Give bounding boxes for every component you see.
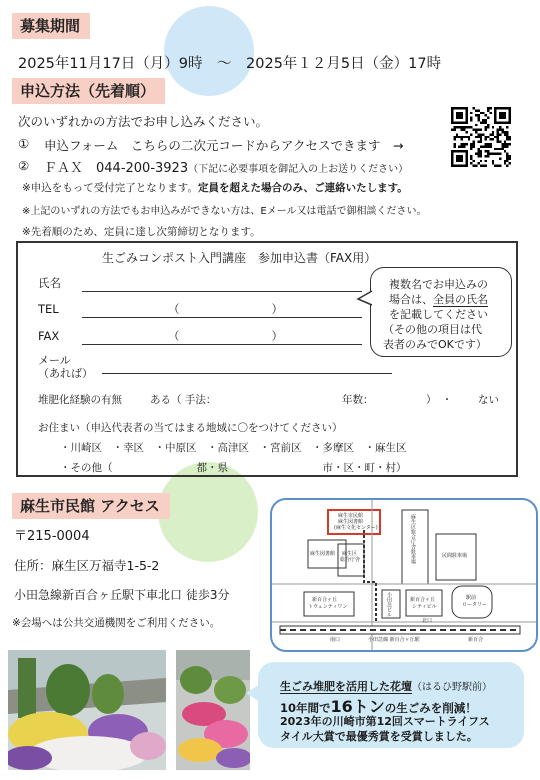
name-field[interactable] bbox=[82, 291, 362, 292]
map-venue-l1: 麻生市民館 bbox=[338, 513, 364, 519]
recruit-period: 2025年11月17日（月）9時 ～ 2025年１２月5日（金）17時 bbox=[18, 56, 442, 72]
qr-code-image[interactable] bbox=[451, 107, 511, 167]
fax-note: （下記に必要事項を御記入の上お送りください） bbox=[188, 164, 409, 175]
access-station: 小田急線新百合ヶ丘駅下車北口 徒歩3分 bbox=[14, 588, 230, 602]
fax-label: FAX bbox=[38, 329, 60, 343]
method2-text bbox=[44, 157, 408, 176]
access-note: ※会場へは公共交通機関をご利用ください。 bbox=[12, 617, 221, 629]
map-venue-l2: 麻生図書館 bbox=[338, 519, 364, 525]
flowerbed-photo-1 bbox=[8, 650, 166, 770]
bubble-line5: 表者のみでOKです） bbox=[383, 338, 487, 351]
caption-line1-big: 16トン bbox=[330, 697, 385, 716]
access-postal: 〒215-0004 bbox=[14, 529, 90, 544]
caption-line1-pre: 10年間で bbox=[280, 701, 331, 715]
method1-text: 申込フォーム こちらの二次元コードからアクセスできます → bbox=[44, 138, 404, 153]
tel-label: TEL bbox=[38, 302, 59, 316]
map-ward-office-l2: 総合庁舎 bbox=[340, 557, 361, 563]
recruit-heading: 募集期間 bbox=[12, 13, 90, 39]
fax-number: ＦＡＸ 044-200-3923 bbox=[44, 161, 189, 176]
multi-applicant-bubble bbox=[370, 267, 512, 357]
decor-circle-green bbox=[158, 462, 258, 562]
name-label: 氏名 bbox=[38, 276, 61, 290]
area-options-row1[interactable]: ・川崎区 ・幸区 ・中原区 ・高津区 ・宮前区 ・多摩区 ・麻生区 bbox=[60, 442, 407, 454]
map-south-exit: 南口 bbox=[330, 637, 341, 643]
caption-line3: タイル大賞で最優秀賞を受賞しました。 bbox=[280, 730, 478, 743]
map-parking2: 民間駐車場 bbox=[442, 553, 468, 559]
apply-note-1 bbox=[22, 180, 408, 195]
map-citadel-l1: 新百合ヶ丘 bbox=[410, 597, 436, 603]
address-label: お住まい（申込代表者の当てはまる地域に〇をつけてください） bbox=[38, 422, 343, 434]
caption-line1-post: の生ごみを削減！ bbox=[384, 701, 477, 715]
map-odakyu-bldg: 小田急ビル bbox=[386, 592, 392, 617]
map-arrow-label: 新百合 bbox=[468, 637, 484, 643]
mail-field[interactable] bbox=[102, 373, 392, 374]
decor-circle-blue bbox=[164, 6, 254, 96]
bubble-line3: を記載してください bbox=[389, 308, 488, 321]
fax-application-form bbox=[16, 241, 518, 477]
venue-access-map[interactable] bbox=[270, 498, 538, 652]
access-address: 住所：麻生区万福寺1-5-2 bbox=[14, 558, 160, 573]
tel-field[interactable] bbox=[82, 317, 362, 318]
map-library: 麻生図書館 bbox=[310, 551, 336, 557]
map-parking: 麻生区総合庁舎駐車場 bbox=[410, 514, 416, 564]
apply-note-2: ※上記のいずれの方法でもお申込みができない方は、Eメール又は電話で御相談ください。 bbox=[22, 206, 427, 217]
experience-close: ） ・ bbox=[426, 394, 453, 406]
bubble-line2-pre: 場合は、 bbox=[389, 293, 433, 306]
map-ward-office-l1: 麻生区 bbox=[342, 551, 358, 557]
map-drawing bbox=[272, 500, 536, 650]
experience-years: 年数： bbox=[342, 394, 374, 406]
access-heading: 麻生市民館 アクセス bbox=[12, 493, 170, 519]
mail-sublabel: （あれば） bbox=[38, 367, 93, 380]
bubble-line2-underlined: 全員の氏名 bbox=[433, 293, 488, 306]
area-options-row2[interactable]: ・その他（ 都・県 市・区・町・村） bbox=[60, 462, 407, 474]
form-title: 生ごみコンポスト入門講座 参加申込書（FAX用） bbox=[102, 251, 377, 265]
bubble-line2 bbox=[389, 291, 488, 307]
caption-title-main: 生ごみ堆肥を活用した花壇 bbox=[280, 680, 412, 693]
mail-label: メール bbox=[38, 354, 71, 367]
bubble-tail bbox=[356, 289, 374, 309]
map-rotary-l2: ロータリー bbox=[462, 602, 488, 608]
experience-no[interactable]: ない bbox=[478, 394, 499, 406]
experience-label: 堆肥化経験の有無 bbox=[38, 394, 122, 406]
fax-paren: （ ） bbox=[168, 329, 283, 343]
apply-note-1-text: ※申込をもって受付完了となります。 bbox=[22, 182, 198, 194]
map-north-exit: 北口 bbox=[422, 618, 433, 624]
method2-num: ② bbox=[18, 158, 30, 173]
caption-title-sub: （はるひ野駅前） bbox=[412, 682, 492, 693]
experience-yes[interactable]: ある（ 手法： bbox=[150, 394, 217, 406]
bubble-line1: 複数名でお申込みの bbox=[389, 278, 488, 291]
apply-note-1-bold: 定員を超えた場合のみ、ご連絡いたします。 bbox=[197, 182, 408, 194]
flowerbed-photo-2 bbox=[176, 650, 250, 770]
map-venue-l3: (麻生文化センター) bbox=[334, 525, 378, 531]
map-shinyuri21-l1: 新百合ヶ丘 bbox=[312, 597, 338, 603]
caption-tail bbox=[246, 684, 262, 702]
map-rotary-l1: 駅前 bbox=[466, 595, 477, 601]
map-citadel-l2: シティビル bbox=[412, 604, 437, 610]
caption-title bbox=[280, 678, 492, 694]
apply-note-3: ※先着順のため、定員に達し次第締切となります。 bbox=[22, 226, 261, 238]
tel-paren: （ ） bbox=[168, 302, 283, 316]
apply-heading: 申込方法（先着順） bbox=[12, 78, 165, 104]
fax-field[interactable] bbox=[82, 344, 362, 345]
caption-line2: 2023年の川崎市第12回スマートライフス bbox=[280, 715, 490, 728]
bubble-line4: （その他の項目は代 bbox=[383, 323, 482, 336]
method1-num: ① bbox=[18, 136, 30, 151]
map-station: 小田急線 新百合ヶ丘駅 bbox=[368, 637, 420, 643]
apply-intro: 次のいずれかの方法でお申し込みください。 bbox=[18, 114, 269, 129]
map-shinyuri21-l2: トウェンティワン bbox=[308, 604, 348, 610]
